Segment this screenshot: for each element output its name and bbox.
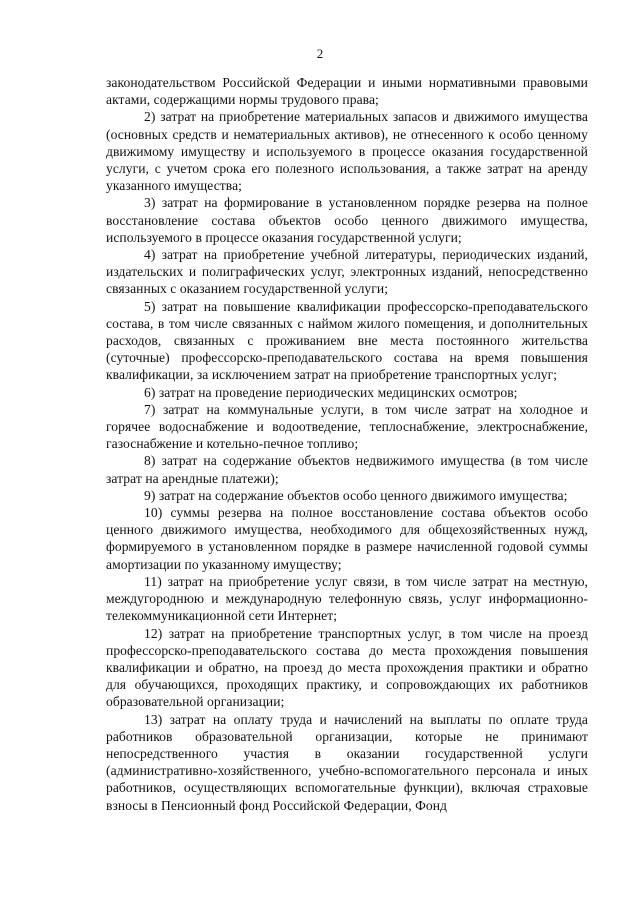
paragraph-item-3: 3) затрат на формирование в установленном порядке резерва на полное восстановление состава объектов особо ценного движимого имущества, используемого в процессе оказания государственной услуги;: [106, 195, 588, 245]
paragraph-item-13: 13) затрат на оплату труда и начислений на выплаты по оплате труда работников образовательной организации, которые не принимают непосредственного участия в оказании государственной услуги (административно-хозяйственного, учебно-вспомогательного персонала и иных работников, осуществляющих вспомогательные функции), включая страховые взносы в Пенсионный фонд Российской Федерации, Фонд: [106, 711, 588, 813]
paragraph-item-4: 4) затрат на приобретение учебной литературы, периодических изданий, издательских и полиграфических услуг, электронных изданий, непосредственно связанных с оказанием государственной услуги;: [106, 247, 588, 297]
paragraph-item-11: 11) затрат на приобретение услуг связи, в том числе затрат на местную, междугороднюю и международную телефонную связь, услуг информационно-телекоммуникационной сети Интернет;: [106, 573, 588, 624]
paragraph-item-8: 8) затрат на содержание объектов недвижимого имущества (в том числе затрат на арендные платежи);: [106, 453, 588, 486]
paragraph-item-10: 10) суммы резерва на полное восстановление состава объектов особо ценного движимого имущества, необходимого для общехозяйственных нужд, формируемого в установленном порядке в размере начисленной годовой суммы амортизации по указанному имуществу;: [106, 505, 588, 572]
paragraph-item-2: 2) затрат на приобретение материальных запасов и движимого имущества (основных средств и нематериальных активов), не отнесенного к особо ценному движимому имуществу и используемого в процессе оказания государственной услуги, с учетом срока его полезного использования, а также затрат на аренду указанного имущества;: [106, 109, 588, 194]
paragraph-item-6: 6) затрат на проведение периодических медицинских осмотров;: [144, 384, 518, 400]
document-body: [106, 74, 588, 814]
paragraph-item-7: 7) затрат на коммунальные услуги, в том числе затрат на холодное и горячее водоснабжение и водоотведение, теплоснабжение, электроснабжение, газоснабжение и котельно-печное топливо;: [106, 401, 588, 452]
paragraph-continuation: законодательством Российской Федерации и иными нормативными правовыми актами, содержащими нормы трудового права;: [106, 75, 588, 108]
paragraph-item-12: 12) затрат на приобретение транспортных услуг, в том числе на проезд профессорско-преподавательского состава до места прохождения повышения квалификации и обратно, на проезд до места прохождения практики и обратно для обучающихся, проходящих практику, и сопровождающих их работников образовательной организации;: [106, 625, 588, 710]
page-number: 2: [316, 46, 324, 61]
paragraph-item-5: 5) затрат на повышение квалификации профессорско-преподавательского состава, в том числе связанных с наймом жилого помещения, и дополнительных расходов, связанных с проживанием вне места постоянного жительства (суточные) профессорско-преподавательского состава на время повышения квалификации, за исключением затрат на приобретение транспортных услуг;: [106, 298, 588, 383]
paragraph-item-9: 9) затрат на содержание объектов особо ценного движимого имущества;: [144, 487, 568, 503]
